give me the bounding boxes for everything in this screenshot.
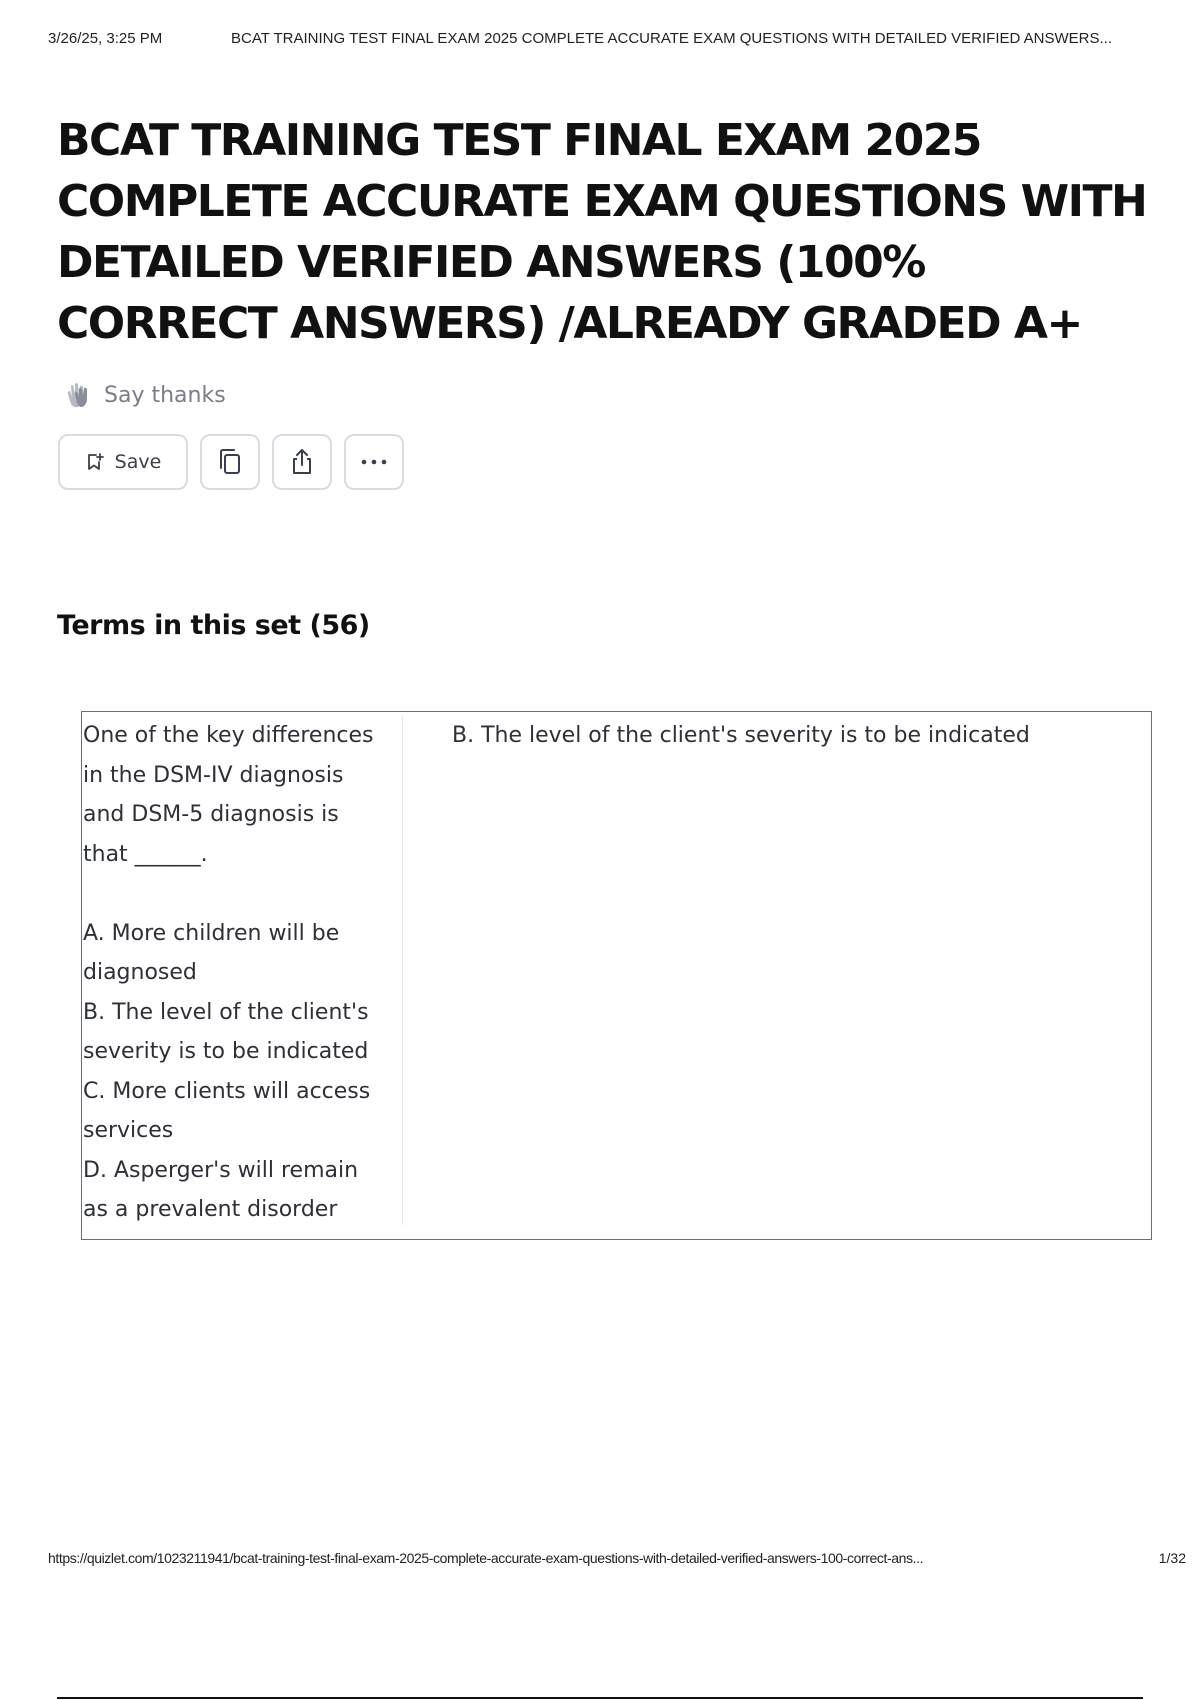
share-icon [288, 447, 316, 477]
page-bottom-rule [57, 1697, 1143, 1699]
print-footer [48, 1550, 1186, 1568]
save-button-label: Save [114, 451, 162, 473]
say-thanks-label: Say thanks [104, 382, 226, 408]
page-title: BCAT TRAINING TEST FINAL EXAM 2025 COMPLETE ACCURATE EXAM QUESTIONS WITH DETAILED VERIFIED ANSWERS (100% CORRECT ANSWERS) /ALREADY GRADED A+ [57, 115, 1147, 349]
action-bar [58, 434, 404, 490]
share-button[interactable] [272, 434, 332, 490]
print-header [48, 30, 1180, 48]
print-document-title: BCAT TRAINING TEST FINAL EXAM 2025 COMPLETE ACCURATE EXAM QUESTIONS WITH DETAILED VERIFIED ANSWERS... [231, 30, 1113, 47]
more-options-icon [359, 458, 389, 466]
page-number: 1/32 [1158, 1550, 1186, 1566]
term-row [81, 711, 1152, 1240]
bookmark-add-icon [85, 452, 105, 472]
terms-section-heading: Terms in this set (56) [57, 610, 370, 641]
term-text: One of the key differences in the DSM-IV diagnosis and DSM-5 diagnosis is that ______. A. More children will be diagnosed B. The level of the client's severity is to be indicated C. More clients will access services D. Asperger's will remain as a prevalent disorder [83, 723, 374, 1222]
clapping-hands-icon [62, 380, 92, 410]
say-thanks-button[interactable] [62, 380, 226, 410]
column-divider [402, 716, 403, 1225]
copy-icon [216, 447, 244, 477]
print-url: https://quizlet.com/1023211941/bcat-training-test-final-exam-2025-complete-accurate-exam-questions-with-detailed-verified-answers-100-correct-ans... [48, 1550, 924, 1566]
more-options-button[interactable] [344, 434, 404, 490]
print-datetime: 3/26/25, 3:25 PM [48, 30, 163, 47]
copy-button[interactable] [200, 434, 260, 490]
definition-text: B. The level of the client's severity is to be indicated [452, 723, 1030, 748]
save-button[interactable] [58, 434, 188, 490]
